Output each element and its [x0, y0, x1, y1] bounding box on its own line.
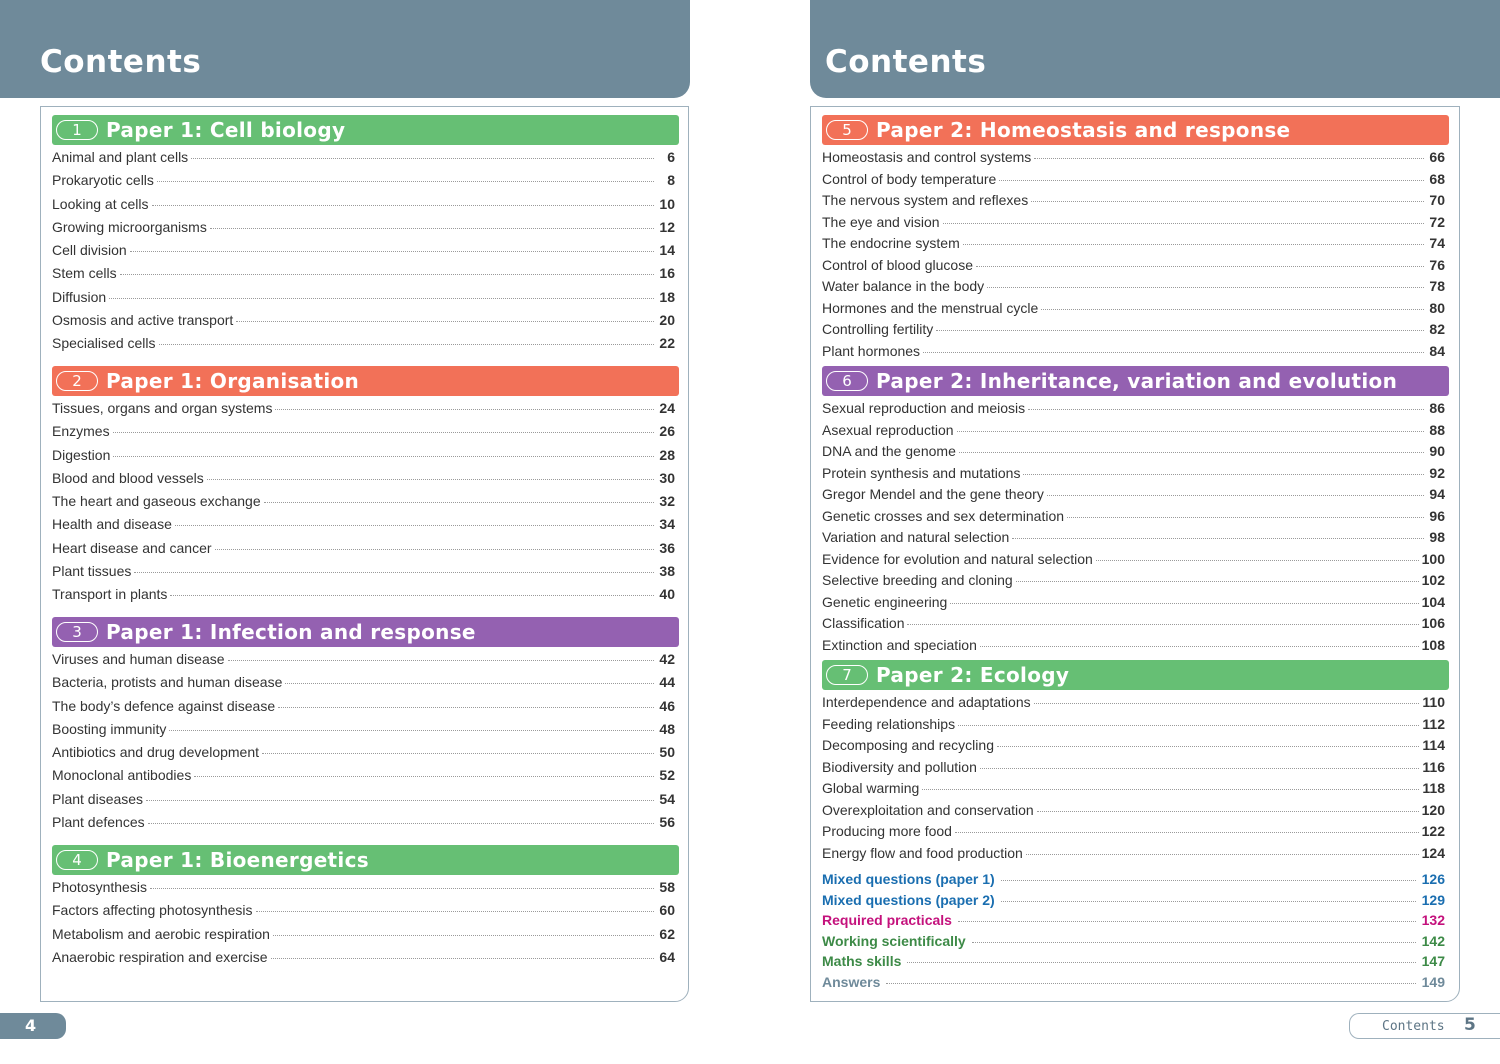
toc-entry-label: Prokaryotic cells [52, 172, 154, 189]
toc-entry[interactable] [822, 149, 1449, 171]
toc-entry-label: Plant tissues [52, 563, 132, 580]
toc-entry-page: 114 [1422, 737, 1445, 753]
toc-entry-page: 110 [1422, 694, 1445, 710]
toc-entry-label: Cell division [52, 242, 127, 259]
toc-entry-label: Monoclonal antibodies [52, 767, 192, 784]
dot-leader [271, 958, 654, 959]
dot-leader [936, 330, 1424, 331]
dot-leader [886, 983, 1415, 984]
dot-leader [109, 298, 654, 299]
toc-extra-page: 129 [1421, 891, 1445, 908]
section-header[interactable] [52, 617, 679, 647]
toc-entry-label: Plant defences [52, 814, 145, 831]
toc-entry-page: 60 [659, 902, 675, 919]
toc-entry-page: 6 [667, 149, 675, 165]
toc-entry[interactable] [822, 486, 1449, 508]
toc-entry-page: 64 [659, 948, 675, 965]
toc-entry[interactable] [52, 265, 679, 288]
toc-entry-label: Controlling fertility [822, 321, 934, 337]
toc-entry-label: Blood and blood vessels [52, 469, 204, 486]
dot-leader [194, 776, 654, 777]
toc-entry[interactable] [52, 767, 679, 790]
dot-leader [1026, 854, 1419, 855]
toc-entry[interactable] [822, 257, 1449, 279]
dot-leader [256, 911, 654, 912]
dot-leader [963, 244, 1424, 245]
dot-leader [997, 746, 1419, 747]
dot-leader [169, 730, 654, 731]
toc-entry[interactable] [52, 242, 679, 265]
toc-entry-page: 70 [1429, 192, 1445, 208]
dot-leader [278, 707, 654, 708]
toc-entry-label: Osmosis and active transport [52, 312, 234, 329]
dot-leader [191, 158, 654, 159]
toc-entry[interactable] [822, 716, 1449, 738]
toc-entry-page: 72 [1429, 213, 1445, 230]
toc-entry[interactable] [52, 814, 679, 837]
toc-entry-page: 20 [659, 312, 675, 329]
toc-entry-label: Growing microorganisms [52, 218, 207, 235]
toc-entry-label: The endocrine system [822, 235, 960, 251]
toc-entry[interactable] [822, 400, 1449, 422]
toc-extra-entry[interactable] [822, 953, 1449, 974]
dot-leader [134, 572, 654, 573]
toc-entry-label: Evidence for evolution and natural selection [822, 550, 1093, 567]
dot-leader [1016, 581, 1419, 582]
toc-entry[interactable] [822, 802, 1449, 824]
toc-entry-label: Transport in plants [52, 586, 168, 603]
section-title: Paper 1: Bioenergetics [106, 848, 369, 872]
section-number-badge: 2 [56, 371, 98, 391]
toc-entry-page: 54 [659, 790, 675, 807]
toc-entry-label: Stem cells [52, 265, 117, 282]
dot-leader [958, 725, 1419, 726]
dot-leader [955, 832, 1419, 833]
toc-entry[interactable] [822, 465, 1449, 487]
toc-entry[interactable] [52, 335, 679, 358]
toc-entry-label: Homeostasis and control systems [822, 149, 1032, 165]
dot-leader [1067, 517, 1424, 518]
toc-extra-page: 126 [1421, 871, 1445, 887]
section-title: Paper 2: Inheritance, variation and evolution [876, 369, 1398, 393]
dot-leader [236, 321, 654, 322]
toc-entry-label: Control of blood glucose [822, 256, 973, 273]
dot-leader [120, 274, 654, 275]
toc-entry-page: 118 [1422, 780, 1445, 796]
toc-entry-page: 52 [659, 767, 675, 784]
section-title: Paper 2: Homeostasis and response [876, 118, 1291, 142]
dot-leader [1037, 811, 1419, 812]
toc-entry-page: 10 [659, 195, 675, 212]
toc-entry[interactable] [52, 949, 679, 972]
toc-extra-page: 147 [1421, 953, 1445, 969]
toc-entry[interactable] [52, 563, 679, 586]
toc-entry-page: 34 [659, 516, 675, 533]
toc-entry-label: Factors affecting photosynthesis [52, 902, 253, 919]
toc-entry-page: 12 [659, 218, 675, 235]
toc-entry-page: 124 [1421, 844, 1445, 861]
toc-extra-page: 132 [1421, 912, 1445, 928]
toc-entry-page: 80 [1429, 299, 1445, 316]
toc-entry-label: Genetic crosses and sex determination [822, 507, 1065, 524]
dot-leader [976, 266, 1424, 267]
dot-leader [215, 549, 654, 550]
dot-leader [1028, 409, 1424, 410]
toc-entry-page: 112 [1422, 715, 1445, 732]
contents-frame [40, 106, 689, 1002]
toc-entry-page: 122 [1421, 823, 1445, 839]
toc-entry-page: 14 [659, 242, 675, 259]
toc-entry[interactable] [822, 235, 1449, 257]
toc-entry-label: Producing more food [822, 823, 952, 839]
toc-entry-label: Metabolism and aerobic respiration [52, 925, 270, 942]
toc-entry[interactable] [822, 214, 1449, 236]
dot-leader [285, 683, 654, 684]
toc-entry[interactable] [52, 674, 679, 697]
toc-entry-page: 68 [1429, 170, 1445, 187]
toc-entry-page: 32 [659, 493, 675, 510]
toc-entry-label: Overexploitation and conservation [822, 801, 1034, 818]
toc-extra-label: Working scientifically [822, 932, 966, 949]
section-number-badge: 6 [826, 371, 868, 391]
dot-leader [987, 287, 1424, 288]
toc-entry[interactable] [822, 443, 1449, 465]
toc-entry-label: Energy flow and food production [822, 844, 1023, 861]
section-number-badge: 3 [56, 622, 98, 642]
toc-entry-label: Plant diseases [52, 790, 144, 807]
toc-entry-page: 28 [659, 446, 675, 463]
toc-entry[interactable] [822, 321, 1449, 343]
toc-extra-page: 149 [1421, 973, 1445, 990]
right-page [810, 0, 1500, 1064]
toc-entry-label: Antibiotics and drug development [52, 744, 260, 761]
dot-leader [959, 452, 1424, 453]
dot-leader [264, 502, 654, 503]
dot-leader [148, 823, 654, 824]
toc-entry-label: Tissues, organs and organ systems [52, 400, 273, 416]
toc-entry-label: Decomposing and recycling [822, 737, 994, 753]
toc-entry-page: 76 [1429, 256, 1445, 273]
toc-entry-label: The heart and gaseous exchange [52, 493, 261, 510]
dot-leader [980, 768, 1420, 769]
toc-entry-page: 58 [659, 879, 675, 895]
toc-entry-page: 106 [1421, 615, 1445, 631]
toc-entry[interactable] [822, 171, 1449, 193]
page-number: 4 [25, 1016, 37, 1035]
toc-entry-label: Protein synthesis and mutations [822, 464, 1021, 481]
dot-leader [113, 432, 654, 433]
dot-leader [1034, 703, 1420, 704]
toc-entry[interactable] [52, 312, 679, 335]
toc-entry-page: 36 [659, 539, 675, 556]
toc-entry-page: 22 [659, 335, 675, 352]
toc-entry[interactable] [822, 780, 1449, 802]
toc-extra-entry[interactable] [822, 912, 1449, 933]
toc-entry[interactable] [52, 447, 679, 470]
toc-entry[interactable] [52, 744, 679, 767]
toc-extra-label: Answers [822, 973, 881, 990]
toc-entry-page: 44 [659, 674, 675, 691]
toc-entry-page: 46 [659, 697, 675, 714]
toc-entry-page: 78 [1429, 278, 1445, 294]
toc-entry-page: 42 [659, 651, 675, 667]
toc-entry-page: 84 [1429, 342, 1445, 359]
dot-leader [950, 603, 1418, 604]
toc-entry-page: 24 [659, 400, 675, 416]
toc-entry[interactable] [52, 926, 679, 949]
section-number-badge: 1 [56, 120, 98, 140]
toc-entry-page: 18 [659, 288, 675, 305]
toc-entry[interactable] [822, 508, 1449, 530]
page-footer [1349, 1013, 1500, 1039]
dot-leader [113, 456, 654, 457]
toc-entry-label: Interdependence and adaptations [822, 694, 1031, 710]
toc-entry-label: Looking at cells [52, 195, 149, 212]
toc-entry[interactable] [52, 196, 679, 219]
section-header[interactable] [822, 366, 1449, 396]
toc-extra-entry[interactable] [822, 974, 1449, 995]
toc-entry[interactable] [52, 172, 679, 195]
toc-entry-label: The body’s defence against disease [52, 697, 276, 714]
dot-leader [159, 344, 655, 345]
toc-entry-label: Hormones and the menstrual cycle [822, 299, 1039, 316]
section-title: Paper 2: Ecology [876, 663, 1070, 687]
toc-entry-label: Global warming [822, 780, 920, 796]
toc-entry-label: Selective breeding and cloning [822, 572, 1013, 588]
toc-entry-page: 86 [1429, 400, 1445, 416]
toc-entry-page: 92 [1429, 464, 1445, 481]
toc-entry[interactable] [822, 278, 1449, 300]
dot-leader [262, 753, 654, 754]
dot-leader [1031, 201, 1424, 202]
toc-entry-label: Specialised cells [52, 335, 156, 352]
toc-entry-page: 30 [659, 469, 675, 486]
dot-leader [923, 352, 1424, 353]
toc-entry-page: 104 [1421, 593, 1445, 610]
toc-entry[interactable] [52, 698, 679, 721]
toc-entry-label: Photosynthesis [52, 879, 147, 895]
toc-entry-page: 26 [659, 423, 675, 440]
toc-entry-page: 8 [667, 172, 675, 189]
toc-entry-label: Health and disease [52, 516, 172, 533]
dot-leader [980, 646, 1419, 647]
dot-leader [152, 205, 654, 206]
dot-leader [228, 660, 654, 661]
toc-entry-page: 90 [1429, 443, 1445, 459]
toc-entry-label: The eye and vision [822, 213, 940, 230]
dot-leader [207, 479, 654, 480]
section-title: Paper 1: Organisation [106, 369, 360, 393]
toc-entry[interactable] [822, 737, 1449, 759]
section-number-badge: 7 [826, 665, 868, 685]
toc-extra-entry[interactable] [822, 892, 1449, 913]
toc-entry[interactable] [52, 219, 679, 242]
section-title: Paper 1: Cell biology [106, 118, 346, 142]
section-number-badge: 4 [56, 850, 98, 870]
toc-entry-label: Enzymes [52, 423, 110, 440]
toc-entry[interactable] [52, 721, 679, 744]
section-title: Paper 1: Infection and response [106, 620, 476, 644]
page-title: Contents [825, 44, 987, 80]
toc-entry[interactable] [52, 289, 679, 312]
left-page [0, 0, 690, 1064]
dot-leader [170, 595, 654, 596]
toc-entry-page: 50 [659, 744, 675, 761]
toc-entry[interactable] [822, 759, 1449, 781]
toc-entry-label: Genetic engineering [822, 593, 948, 610]
dot-leader [1096, 560, 1419, 561]
toc-entry-label: Heart disease and cancer [52, 539, 212, 556]
toc-entry[interactable] [52, 879, 679, 902]
toc-entry[interactable] [52, 791, 679, 814]
dot-leader [1001, 901, 1416, 902]
dot-leader [275, 409, 654, 410]
toc-entry-label: Animal and plant cells [52, 149, 189, 165]
toc-entry-label: Bacteria, protists and human disease [52, 674, 283, 691]
toc-entry[interactable] [52, 423, 679, 446]
section-header[interactable] [822, 660, 1449, 690]
dot-leader [922, 789, 1419, 790]
toc-entry-page: 40 [659, 586, 675, 603]
dot-leader [210, 228, 654, 229]
toc-extra-label: Mixed questions (paper 2) [822, 891, 995, 908]
section-header[interactable] [52, 845, 679, 875]
toc-entry-page: 66 [1429, 149, 1445, 165]
toc-entry[interactable] [822, 615, 1449, 637]
toc-entry-page: 98 [1429, 529, 1445, 545]
toc-entry-page: 56 [659, 814, 675, 831]
toc-entry-page: 96 [1429, 507, 1445, 524]
page-title: Contents [40, 44, 202, 80]
dot-leader [157, 181, 654, 182]
dot-leader [957, 431, 1424, 432]
dot-leader [175, 525, 654, 526]
page-number-tab [0, 1013, 66, 1039]
toc-entry[interactable] [822, 551, 1449, 573]
toc-entry-page: 48 [659, 720, 675, 737]
toc-entry-label: Diffusion [52, 288, 107, 305]
toc-entry[interactable] [822, 823, 1449, 845]
toc-entry[interactable] [822, 845, 1449, 867]
toc-entry-page: 120 [1421, 801, 1445, 818]
toc-entry-page: 88 [1429, 421, 1445, 438]
toc-entry[interactable] [822, 343, 1449, 365]
dot-leader [907, 962, 1415, 963]
section-header[interactable] [52, 115, 679, 145]
dot-leader [999, 180, 1424, 181]
toc-entry[interactable] [52, 586, 679, 609]
section-number-badge: 5 [826, 120, 868, 140]
toc-entry[interactable] [822, 594, 1449, 616]
toc-entry-page: 102 [1421, 572, 1445, 588]
dot-leader [130, 251, 654, 252]
toc-entry-label: Digestion [52, 446, 111, 463]
dot-leader [1012, 538, 1424, 539]
toc-entry-page: 62 [659, 925, 675, 942]
dot-leader [907, 624, 1418, 625]
footer-label: Contents [1382, 1019, 1445, 1034]
toc-entry[interactable] [822, 422, 1449, 444]
dot-leader [972, 942, 1416, 943]
toc-extra-label: Required practicals [822, 912, 952, 928]
toc-entry[interactable] [52, 540, 679, 563]
toc-extra-label: Mixed questions (paper 1) [822, 871, 995, 887]
toc-extra-entry[interactable] [822, 933, 1449, 954]
page-number: 5 [1464, 1015, 1476, 1035]
toc-entry[interactable] [52, 400, 679, 423]
dot-leader [943, 223, 1424, 224]
dot-leader [958, 921, 1416, 922]
toc-entry-label: Biodiversity and pollution [822, 758, 977, 775]
toc-extra-entry[interactable] [822, 871, 1449, 892]
toc-entry-label: Viruses and human disease [52, 651, 225, 667]
toc-entry[interactable] [52, 149, 679, 172]
dot-leader [146, 800, 654, 801]
dot-leader [1047, 495, 1424, 496]
toc-entry-label: Asexual reproduction [822, 421, 954, 438]
toc-entry-label: DNA and the genome [822, 443, 956, 459]
dot-leader [1041, 309, 1424, 310]
dot-leader [273, 935, 654, 936]
toc-entry[interactable] [822, 572, 1449, 594]
toc-entry-page: 108 [1421, 636, 1445, 653]
toc-entry-label: Water balance in the body [822, 278, 985, 294]
toc-entry[interactable] [52, 516, 679, 539]
toc-entry-label: Feeding relationships [822, 715, 956, 732]
toc-entry-page: 74 [1429, 235, 1445, 251]
toc-entry-label: Control of body temperature [822, 170, 997, 187]
toc-entry[interactable] [52, 470, 679, 493]
toc-entry-label: Variation and natural selection [822, 529, 1010, 545]
toc-entry[interactable] [52, 651, 679, 674]
dot-leader [1001, 880, 1416, 881]
toc-extra-page: 142 [1421, 932, 1445, 949]
toc-entry[interactable] [822, 529, 1449, 551]
toc-entry-page: 116 [1422, 758, 1445, 775]
toc-entry-label: Plant hormones [822, 342, 921, 359]
toc-entry[interactable] [822, 694, 1449, 716]
toc-extra-label: Maths skills [822, 953, 902, 969]
section-header[interactable] [822, 115, 1449, 145]
toc-entry[interactable] [822, 192, 1449, 214]
toc-entry-label: Gregor Mendel and the gene theory [822, 486, 1044, 502]
toc-entry[interactable] [52, 493, 679, 516]
toc-entry[interactable] [52, 902, 679, 925]
dot-leader [1034, 158, 1424, 159]
toc-entry[interactable] [822, 637, 1449, 659]
toc-entry-label: The nervous system and reflexes [822, 192, 1029, 208]
toc-entry-label: Anaerobic respiration and exercise [52, 948, 268, 965]
section-header[interactable] [52, 366, 679, 396]
dot-leader [1023, 474, 1424, 475]
dot-leader [150, 888, 654, 889]
toc-entry-label: Classification [822, 615, 905, 631]
toc-entry-label: Boosting immunity [52, 720, 167, 737]
toc-entry[interactable] [822, 300, 1449, 322]
toc-entry-page: 82 [1429, 321, 1445, 337]
toc-entry-label: Extinction and speciation [822, 636, 977, 653]
toc-entry-page: 94 [1429, 486, 1445, 502]
toc-entry-page: 16 [659, 265, 675, 282]
toc-entry-label: Sexual reproduction and meiosis [822, 400, 1026, 416]
toc-entry-page: 100 [1421, 550, 1445, 567]
toc-entry-page: 38 [659, 563, 675, 580]
contents-frame [810, 106, 1460, 1002]
